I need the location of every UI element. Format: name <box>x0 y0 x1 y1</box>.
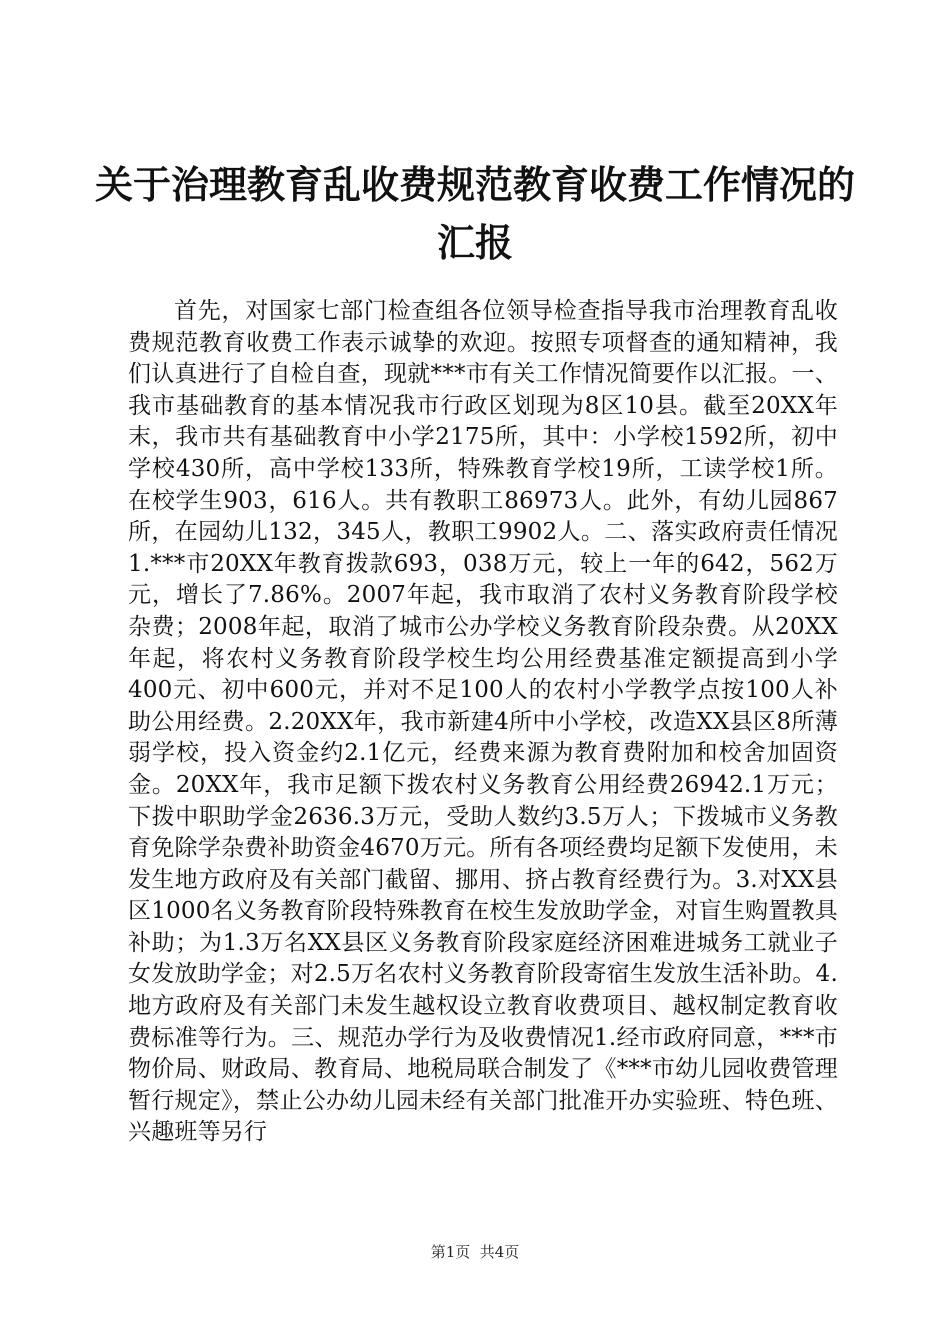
page-number: 第1页 共4页 <box>430 1243 520 1261</box>
page-footer <box>0 1242 950 1262</box>
document-title <box>95 156 855 272</box>
title-line-1: 关于治理教育乱收费规范教育收费工作情况的 <box>95 162 856 207</box>
body-paragraph: 首先，对国家七部门检查组各位领导检查指导我市治理教育乱收费规范教育收费工作表示诚挚的欢迎。按照专项督查的通知精神，我们认真进行了自检自查，现就***市有关工作情况简要作以汇报。一、我市基础教育的基本情况我市行政区划现为8区10县。截至20XX年末，我市共有基础教育中小学2175所，其中：小学校1592所，初中学校430所，高中学校133所，特殊教育学校19所，工读学校1所。在校学生903，616人。共有教职工86973人。此外，有幼儿园867所，在园幼儿132，345人，教职工9902人。二、落实政府责任情况1.***市20XX年教育拨款693，038万元，较上一年的642，562万元，增长了7.86%。2007年起，我市取消了农村义务教育阶段学校杂费；2008年起，取消了城市公办学校义务教育阶段杂费。从20XX年起，将农村义务教育阶段学校生均公用经费基准定额提高到小学400元、初中600元，并对不足100人的农村小学教学点按100人补助公用经费。2.20XX年，我市新建4所中小学校，改造XX县区8所薄弱学校，投入资金约2.1亿元，经费来源为教育费附加和校舍加固资金。20XX年，我市足额下拨农村义务教育公用经费26942.1万元；下拨中职助学金2636.3万元，受助人数约3.5万人；下拨城市义务教育免除学杂费补助资金4670万元。所有各项经费均足额下发使用，未发生地方政府及有关部门截留、挪用、挤占教育经费行为。3.对XX县区1000名义务教育阶段特殊教育在校生发放助学金，对盲生购置教具补助；为1.3万名XX县区义务教育阶段家庭经济困难进城务工就业子女发放助学金；对2.5万名农村义务教育阶段寄宿生发放生活补助。4.地方政府及有关部门未发生越权设立教育收费项目、越权制定教育收费标准等行为。三、规范办学行为及收费情况1.经市政府同意，***市物价局、财政局、教育局、地税局联合制发了《***市幼儿园收费管理暂行规定》，禁止公办幼儿园未经有关部门批准开办实验班、特色班、兴趣班等另行 <box>128 298 838 1146</box>
title-line-2: 汇报 <box>436 220 513 265</box>
